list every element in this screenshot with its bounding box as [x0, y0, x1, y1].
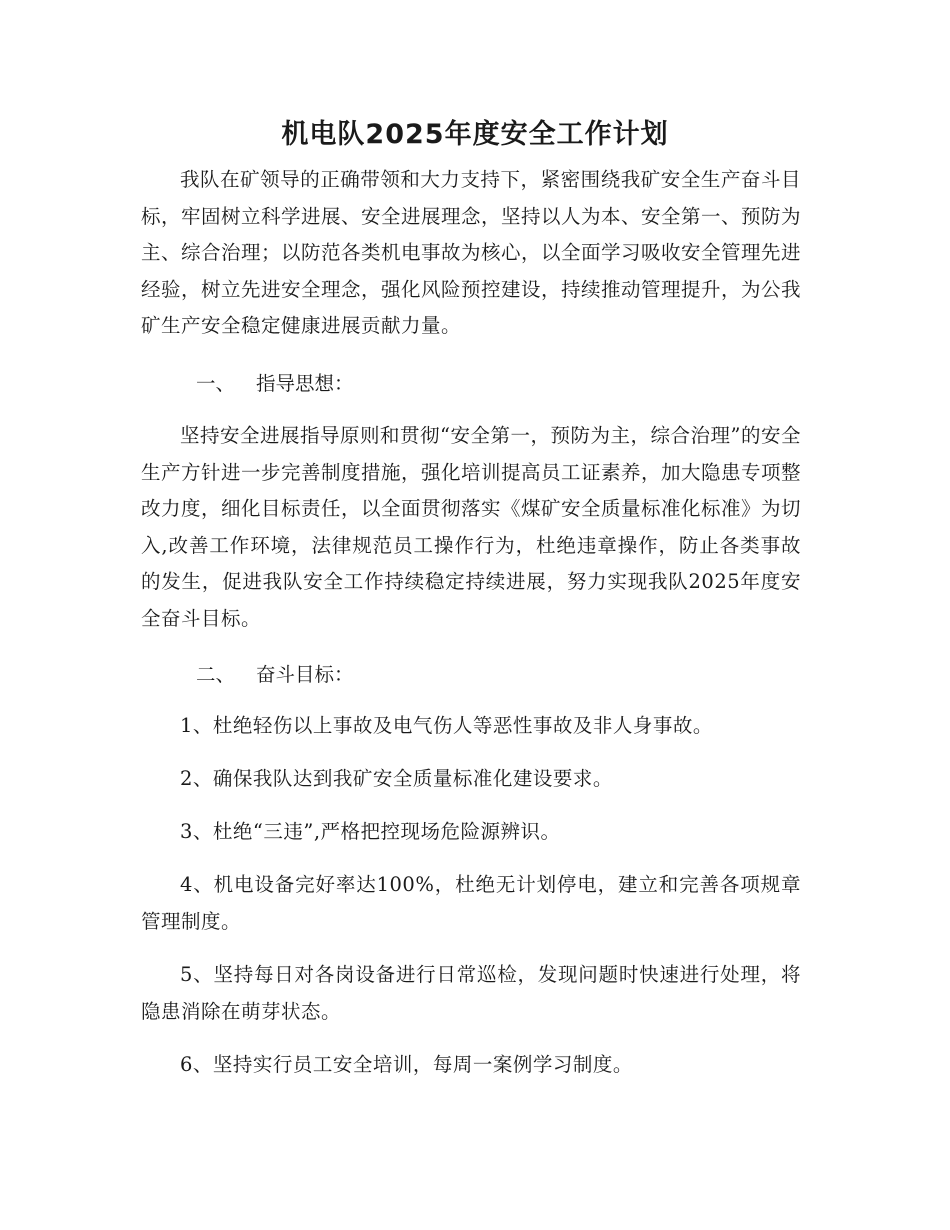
goal-item-2: 2、确保我队达到我矿安全质量标准化建设要求。: [180, 767, 613, 790]
intro-paragraph: 我队在矿领导的正确带领和大力支持下，紧密围绕我矿安全生产奋斗目标，牢固树立科学进展、安全进展理念，坚持以人为本、安全第一、预防为主、综合治理；以防范各类机电事故为核心，以全面学习吸收安全管理先进经验，树立先进安全理念，强化风险预控建设，持续推动管理提升，为公我矿生产安全稳定健康进展贡献力量。: [141, 168, 802, 337]
section-1-body: 坚持安全进展指导原则和贯彻“安全第一，预防为主，综合治理”的安全生产方针进一步完善制度措施，强化培训提高员工证素养，加大隐患专项整改力度，细化目标责任，以全面贯彻落实《煤矿安全质量标准化标准》为切入,改善工作环境，法律规范员工操作行为，杜绝违章操作，防止各类事故的发生，促进我队安全工作持续稳定持续进展，努力实现我队2025年度安全奋斗目标。: [141, 424, 802, 630]
goal-item-1: 1、杜绝轻伤以上事故及电气伤人等恶性事故及非人身事故。: [180, 714, 713, 737]
section-2-title: 奋斗目标：: [256, 663, 354, 686]
goal-item-6: 6、坚持实行员工安全培训，每周一案例学习制度。: [180, 1053, 633, 1076]
goal-item-4: 4、机电设备完好率达100%，杜绝无计划停电，建立和完善各项规章管理制度。: [141, 873, 801, 933]
goal-item-3: 3、杜绝“三违”,严格把控现场危险源辨识。: [180, 820, 561, 843]
section-2-heading: [196, 657, 354, 693]
goal-item-5: 5、坚持每日对各岗设备进行日常巡检，发现问题时快速进行处理，将隐患消除在萌芽状态。: [141, 963, 801, 1023]
section-1-heading: [196, 366, 354, 402]
section-2-number: 二、: [196, 663, 236, 686]
document-title: 机电队2025年度安全工作计划: [281, 119, 669, 150]
section-1-title: 指导思想：: [256, 372, 354, 395]
section-1-number: 一、: [196, 372, 236, 395]
